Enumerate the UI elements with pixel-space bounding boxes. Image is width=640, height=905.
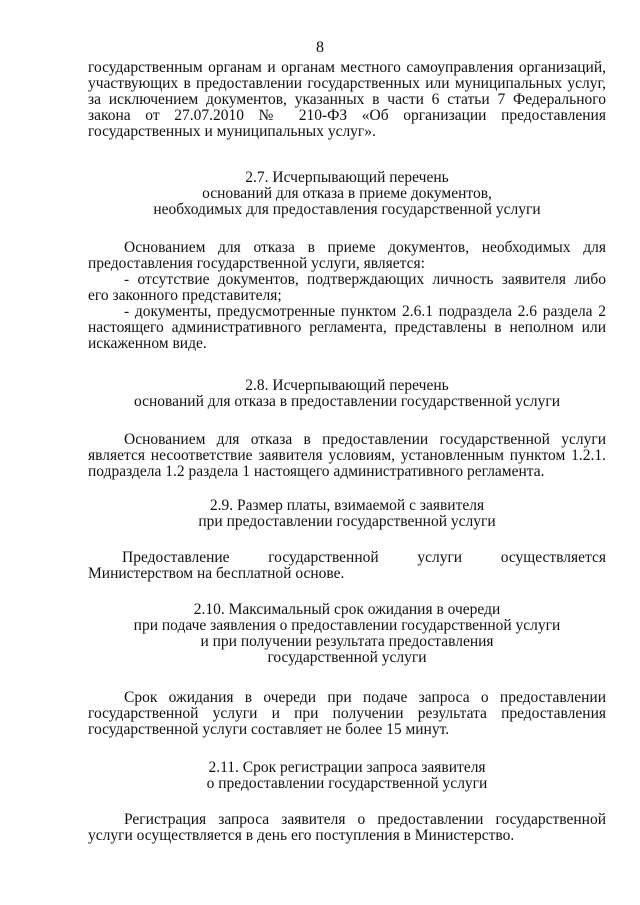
- section-2-11-heading: [88, 760, 606, 792]
- heading-line: оснований для отказа в приеме документов,: [202, 185, 492, 202]
- heading-line: и при получении результата предоставления: [200, 633, 494, 650]
- text-line: Предоставление государственной услуги осуществляется: [122, 549, 606, 566]
- section-2-7-heading: [88, 170, 606, 218]
- heading-line: оснований для отказа в предоставлении государственной услуги: [133, 393, 561, 410]
- text-line: закона от 27.07.2010 № 210-ФЗ «Об организации предоставления: [88, 107, 606, 124]
- text-line: Основанием для отказа в предоставлении государственной услуги: [124, 431, 606, 448]
- heading-line: 2.8. Исчерпывающий перечень: [245, 377, 449, 394]
- text-line: Основанием для отказа в приеме документов, необходимых для: [124, 239, 606, 256]
- text-line: - документы, предусмотренные пунктом 2.6.1 подраздела 2.6 раздела 2: [124, 303, 606, 320]
- text-line: государственных и муниципальных услуг».: [88, 123, 376, 140]
- text-line: участвующих в предоставлении государственных или муниципальных услуг,: [88, 75, 606, 92]
- section-2-8-heading: [88, 378, 606, 410]
- text-line: Регистрация запроса заявителя о предоставлении государственной: [124, 811, 606, 828]
- text-line: является несоответствие заявителя условиям, установленным пунктом 1.2.1.: [88, 447, 606, 464]
- intro-paragraph: [88, 60, 606, 140]
- section-2-9-heading: [88, 498, 606, 530]
- text-line: его законного представителя;: [88, 287, 282, 304]
- section-2-11-body: [88, 812, 606, 844]
- text-line: предоставления государственной услуги, является:: [88, 255, 425, 272]
- text-line: подраздела 1.2 раздела 1 настоящего административного регламента.: [88, 463, 545, 480]
- section-2-7-body: [88, 240, 606, 352]
- text-line: государственной услуги и при получении результата предоставления: [88, 705, 606, 722]
- text-line: - отсутствие документов, подтверждающих личность заявителя либо: [124, 271, 606, 288]
- heading-line: 2.11. Срок регистрации запроса заявителя: [208, 759, 486, 776]
- text-line: услуги осуществляется в день его поступления в Министерство.: [88, 827, 515, 844]
- heading-line: необходимых для предоставления государственной услуги: [153, 201, 541, 218]
- page-number: 8: [316, 39, 324, 56]
- heading-line: при предоставлении государственной услуги: [198, 513, 496, 530]
- text-line: Срок ожидания в очереди при подаче запроса о предоставлении: [124, 689, 606, 706]
- text-line: за исключением документов, указанных в части 6 статьи 7 Федерального: [88, 91, 606, 108]
- text-line: государственной услуги составляет не более 15 минут.: [88, 721, 450, 738]
- section-2-8-body: [88, 432, 606, 480]
- section-2-10-body: [88, 690, 606, 738]
- text-line: искаженном виде.: [88, 335, 207, 352]
- heading-line: при подаче заявления о предоставлении государственной услуги: [133, 617, 561, 634]
- section-2-9-body: [88, 550, 606, 582]
- heading-line: о предоставлении государственной услуги: [206, 775, 488, 792]
- heading-line: государственной услуги: [267, 649, 427, 666]
- heading-line: 2.7. Исчерпывающий перечень: [245, 169, 449, 186]
- section-2-10-heading: [88, 602, 606, 666]
- text-line: настоящего административного регламента, представлены в неполном или: [88, 319, 606, 336]
- text-line: государственным органам и органам местного самоуправления организаций,: [88, 59, 606, 76]
- heading-line: 2.9. Размер платы, взимаемой с заявителя: [209, 497, 485, 514]
- heading-line: 2.10. Максимальный срок ожидания в очереди: [193, 601, 501, 618]
- text-line: Министерством на бесплатной основе.: [88, 565, 345, 582]
